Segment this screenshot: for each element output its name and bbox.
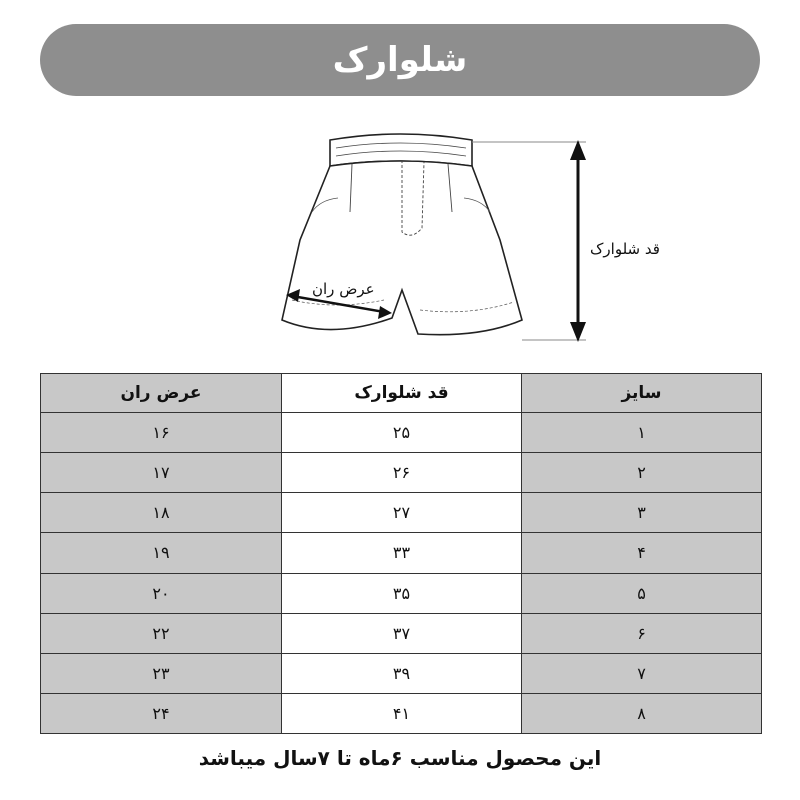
cell-length: ۳۵	[282, 573, 522, 613]
shorts-illustration	[0, 0, 800, 370]
cell-width: ۲۲	[41, 613, 282, 653]
page-title: شلوارک	[332, 40, 468, 80]
header-length: قد شلوارک	[282, 374, 522, 413]
cell-size: ۴	[522, 533, 762, 573]
table-row	[41, 693, 762, 733]
cell-size: ۵	[522, 573, 762, 613]
table-row	[41, 653, 762, 693]
table-header-row	[41, 374, 762, 413]
cell-size: ۱	[522, 413, 762, 453]
table-row	[41, 613, 762, 653]
cell-width: ۲۳	[41, 653, 282, 693]
cell-size: ۶	[522, 613, 762, 653]
cell-width: ۱۶	[41, 413, 282, 453]
table-row	[41, 413, 762, 453]
table-row	[41, 533, 762, 573]
table-row	[41, 573, 762, 613]
cell-size: ۸	[522, 693, 762, 733]
table-row	[41, 493, 762, 533]
cell-size: ۳	[522, 493, 762, 533]
cell-size: ۲	[522, 453, 762, 493]
cell-width: ۲۴	[41, 693, 282, 733]
cell-width: ۲۰	[41, 573, 282, 613]
cell-size: ۷	[522, 653, 762, 693]
cell-length: ۳۹	[282, 653, 522, 693]
header-size: سایز	[522, 374, 762, 413]
cell-length: ۲۵	[282, 413, 522, 453]
cell-length: ۲۶	[282, 453, 522, 493]
header-width: عرض ران	[41, 374, 282, 413]
cell-length: ۲۷	[282, 493, 522, 533]
table-row	[41, 453, 762, 493]
width-label: عرض ران	[312, 280, 375, 298]
cell-width: ۱۸	[41, 493, 282, 533]
cell-length: ۳۷	[282, 613, 522, 653]
cell-length: ۴۱	[282, 693, 522, 733]
size-table	[40, 373, 762, 734]
cell-width: ۱۹	[41, 533, 282, 573]
footer-note: این محصول مناسب ۶ماه تا ۷سال میباشد	[198, 746, 602, 770]
length-label: قد شلوارک	[590, 240, 660, 258]
cell-length: ۳۳	[282, 533, 522, 573]
cell-width: ۱۷	[41, 453, 282, 493]
